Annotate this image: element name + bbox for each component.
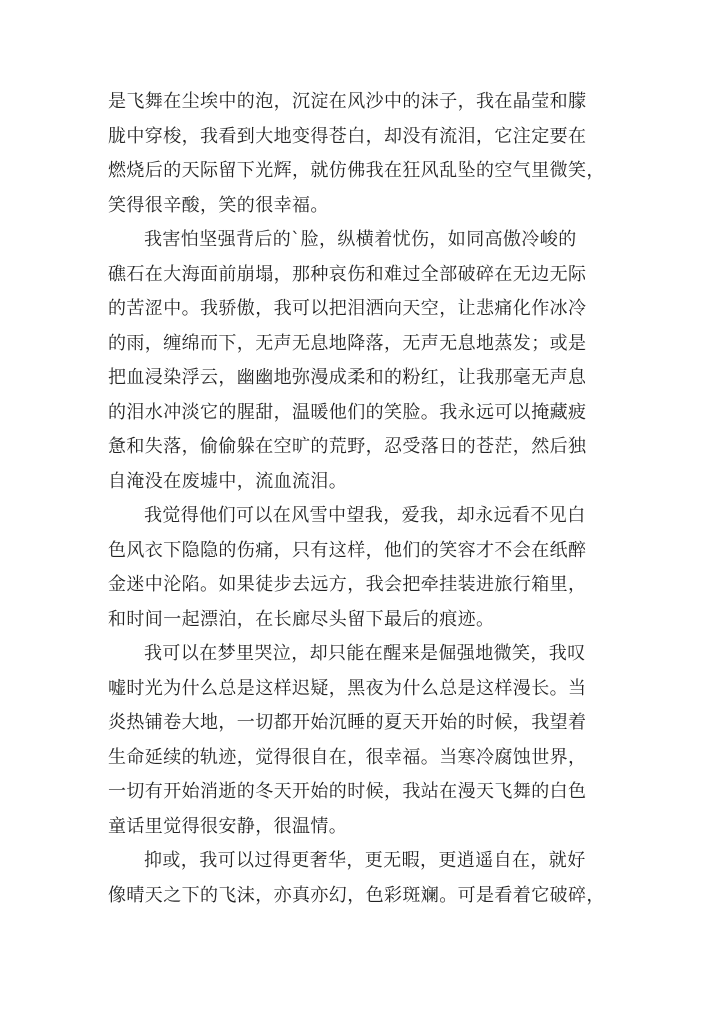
text-line: 炎热铺卷大地，一切都开始沉睡的夏天开始的时候，我望着 [108, 712, 587, 733]
text-line: 一切有开始消逝的冬天开始的时候，我站在漫天飞舞的白色 [108, 781, 587, 802]
text-line: 色风衣下隐隐的伤痛，只有这样，他们的笑容才不会在纸醉 [108, 539, 587, 561]
text-line: 自淹没在废墟中，流血流泪。 [108, 470, 348, 492]
text-line: 和时间一起漂泊，在长廊尽头留下最后的痕迹。 [108, 608, 495, 630]
text-line: 把血浸染浮云，幽幽地弥漫成柔和的粉红，让我那毫无声息 [108, 367, 587, 388]
document-page [108, 85, 628, 913]
text-line: 我觉得他们可以在风雪中望我，爱我，却永远看不见白 [144, 505, 586, 526]
text-line: 惫和失落，偷偷躲在空旷的荒野，忍受落日的苍茫，然后独 [108, 436, 587, 457]
text-line: 金迷中沦陷。如果徒步去远方，我会把牵挂装进旅行箱里， [108, 574, 587, 595]
paragraph-1 [108, 85, 628, 223]
text-line: 的泪水冲淡它的腥甜，温暖他们的笑脸。我永远可以掩藏疲 [108, 401, 587, 423]
text-line: 笑得很辛酸，笑的很幸福。 [108, 194, 329, 216]
text-line: 的苦涩中。我骄傲，我可以把泪洒向天空，让悲痛化作冰冷 [108, 298, 587, 319]
text-line: 我害怕坚强背后的`脸，纵横着忧伤，如同高傲冷峻的 [144, 229, 577, 250]
paragraph-5 [108, 844, 628, 913]
text-line: 燃烧后的天际留下光辉，就仿佛我在狂风乱坠的空气里微笑， [108, 160, 605, 181]
text-line: 嘘时光为什么总是这样迟疑，黑夜为什么总是这样漫长。当 [108, 677, 587, 699]
paragraph-3 [108, 499, 628, 637]
text-line: 生命延续的轨迹，觉得很自在，很幸福。当寒冷腐蚀世界， [108, 746, 587, 768]
paragraph-2 [108, 223, 628, 499]
text-line: 胧中穿梭，我看到大地变得苍白，却没有流泪，它注定要在 [108, 125, 587, 147]
text-line: 的雨，缠绵而下，无声无息地降落，无声无息地蒸发；或是 [108, 332, 587, 354]
text-line: 我可以在梦里哭泣，却只能在醒来是倔强地微笑，我叹 [144, 643, 586, 664]
text-line: 抑或，我可以过得更奢华，更无暇，更逍遥自在，就好 [144, 850, 586, 871]
text-line: 像晴天之下的飞沫，亦真亦幻，色彩斑斓。可是看着它破碎， [108, 884, 605, 906]
text-line: 是飞舞在尘埃中的泡，沉淀在风沙中的沫子，我在晶莹和朦 [108, 91, 587, 112]
paragraph-4 [108, 637, 628, 844]
text-line: 礁石在大海面前崩塌，那种哀伤和难过全部破碎在无边无际 [108, 263, 587, 285]
text-line: 童话里觉得很安静，很温情。 [108, 815, 348, 837]
